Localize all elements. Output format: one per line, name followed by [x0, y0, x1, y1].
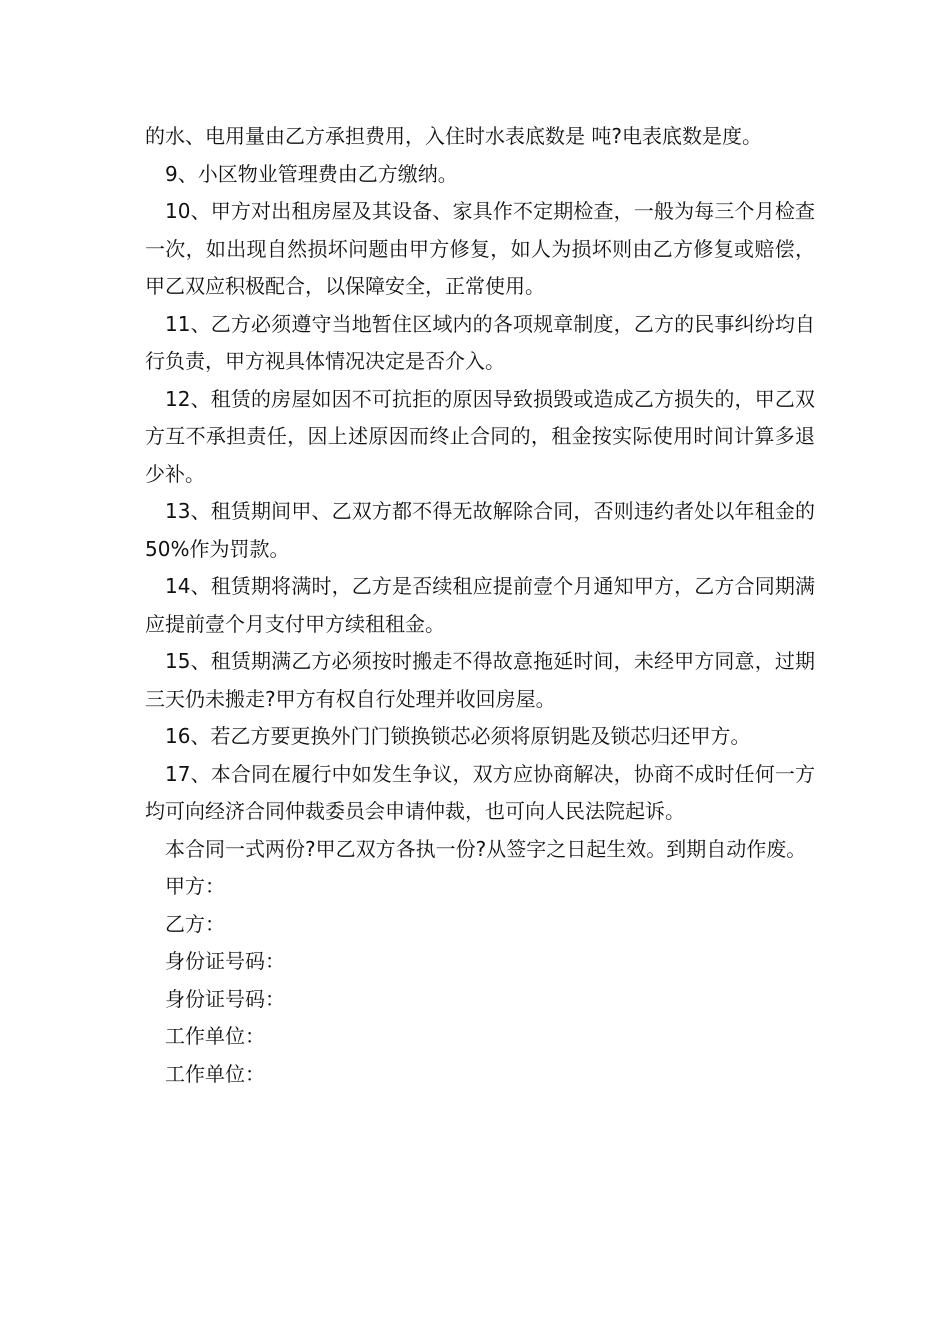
paragraph-clause-17: 17、本合同在履行中如发生争议，双方应协商解决，协商不成时任何一方均可向经济合同仲裁委员会申请仲裁，也可向人民法院起诉。: [145, 761, 815, 823]
paragraph-clause-15: 15、租赁期满乙方必须按时搬走不得故意拖延时间，未经甲方同意，过期三天仍未搬走?甲方有权自行处理并收回房屋。: [145, 649, 815, 711]
paragraph-clause-13: 13、租赁期间甲、乙双方都不得无故解除合同，否则违约者处以年租金的50%作为罚款。: [145, 499, 815, 561]
paragraph-clause-11: 11、乙方必须遵守当地暂住区域内的各项规章制度，乙方的民事纠纷均自行负责，甲方视具体情况决定是否介入。: [145, 311, 815, 373]
party-a-id-number-label: 身份证号码：: [165, 949, 285, 973]
paragraph-clause-16: 16、若乙方要更换外门门锁换锁芯必须将原钥匙及锁芯归还甲方。: [165, 724, 751, 748]
paragraph-clause-14: 14、租赁期将满时，乙方是否续租应提前壹个月通知甲方，乙方合同期满应提前壹个月支付甲方续租租金。: [145, 574, 815, 636]
party-b-id-number-label: 身份证号码：: [165, 986, 285, 1011]
paragraph-clause-9: 9、小区物业管理费由乙方缴纳。: [165, 161, 458, 186]
party-b-workplace-label: 工作单位：: [165, 1061, 265, 1086]
party-a-label: 甲方：: [165, 874, 225, 898]
party-b-label: 乙方：: [165, 911, 225, 936]
paragraph-clause-10: 10、甲方对出租房屋及其设备、家具作不定期检查，一般为每三个月检查一次，如出现自然损坏问题由甲方修复，如人为损坏则由乙方修复或赔偿，甲乙双应积极配合，以保障安全，正常使用。: [145, 199, 815, 298]
paragraph-clause-12: 12、租赁的房屋如因不可抗拒的原因导致损毁或造成乙方损失的，甲乙双方互不承担责任，因上述原因而终止合同的，租金按实际使用时间计算多退少补。: [145, 386, 815, 486]
paragraph-utilities: 的水、电用量由乙方承担费用，入住时水表底数是 吨?电表底数是度。: [145, 124, 762, 148]
paragraph-copies: 本合同一式两份?甲乙双方各执一份?从签字之日起生效。到期自动作废。: [165, 836, 807, 861]
party-a-workplace-label: 工作单位：: [165, 1024, 265, 1048]
document-body: [145, 118, 815, 1093]
